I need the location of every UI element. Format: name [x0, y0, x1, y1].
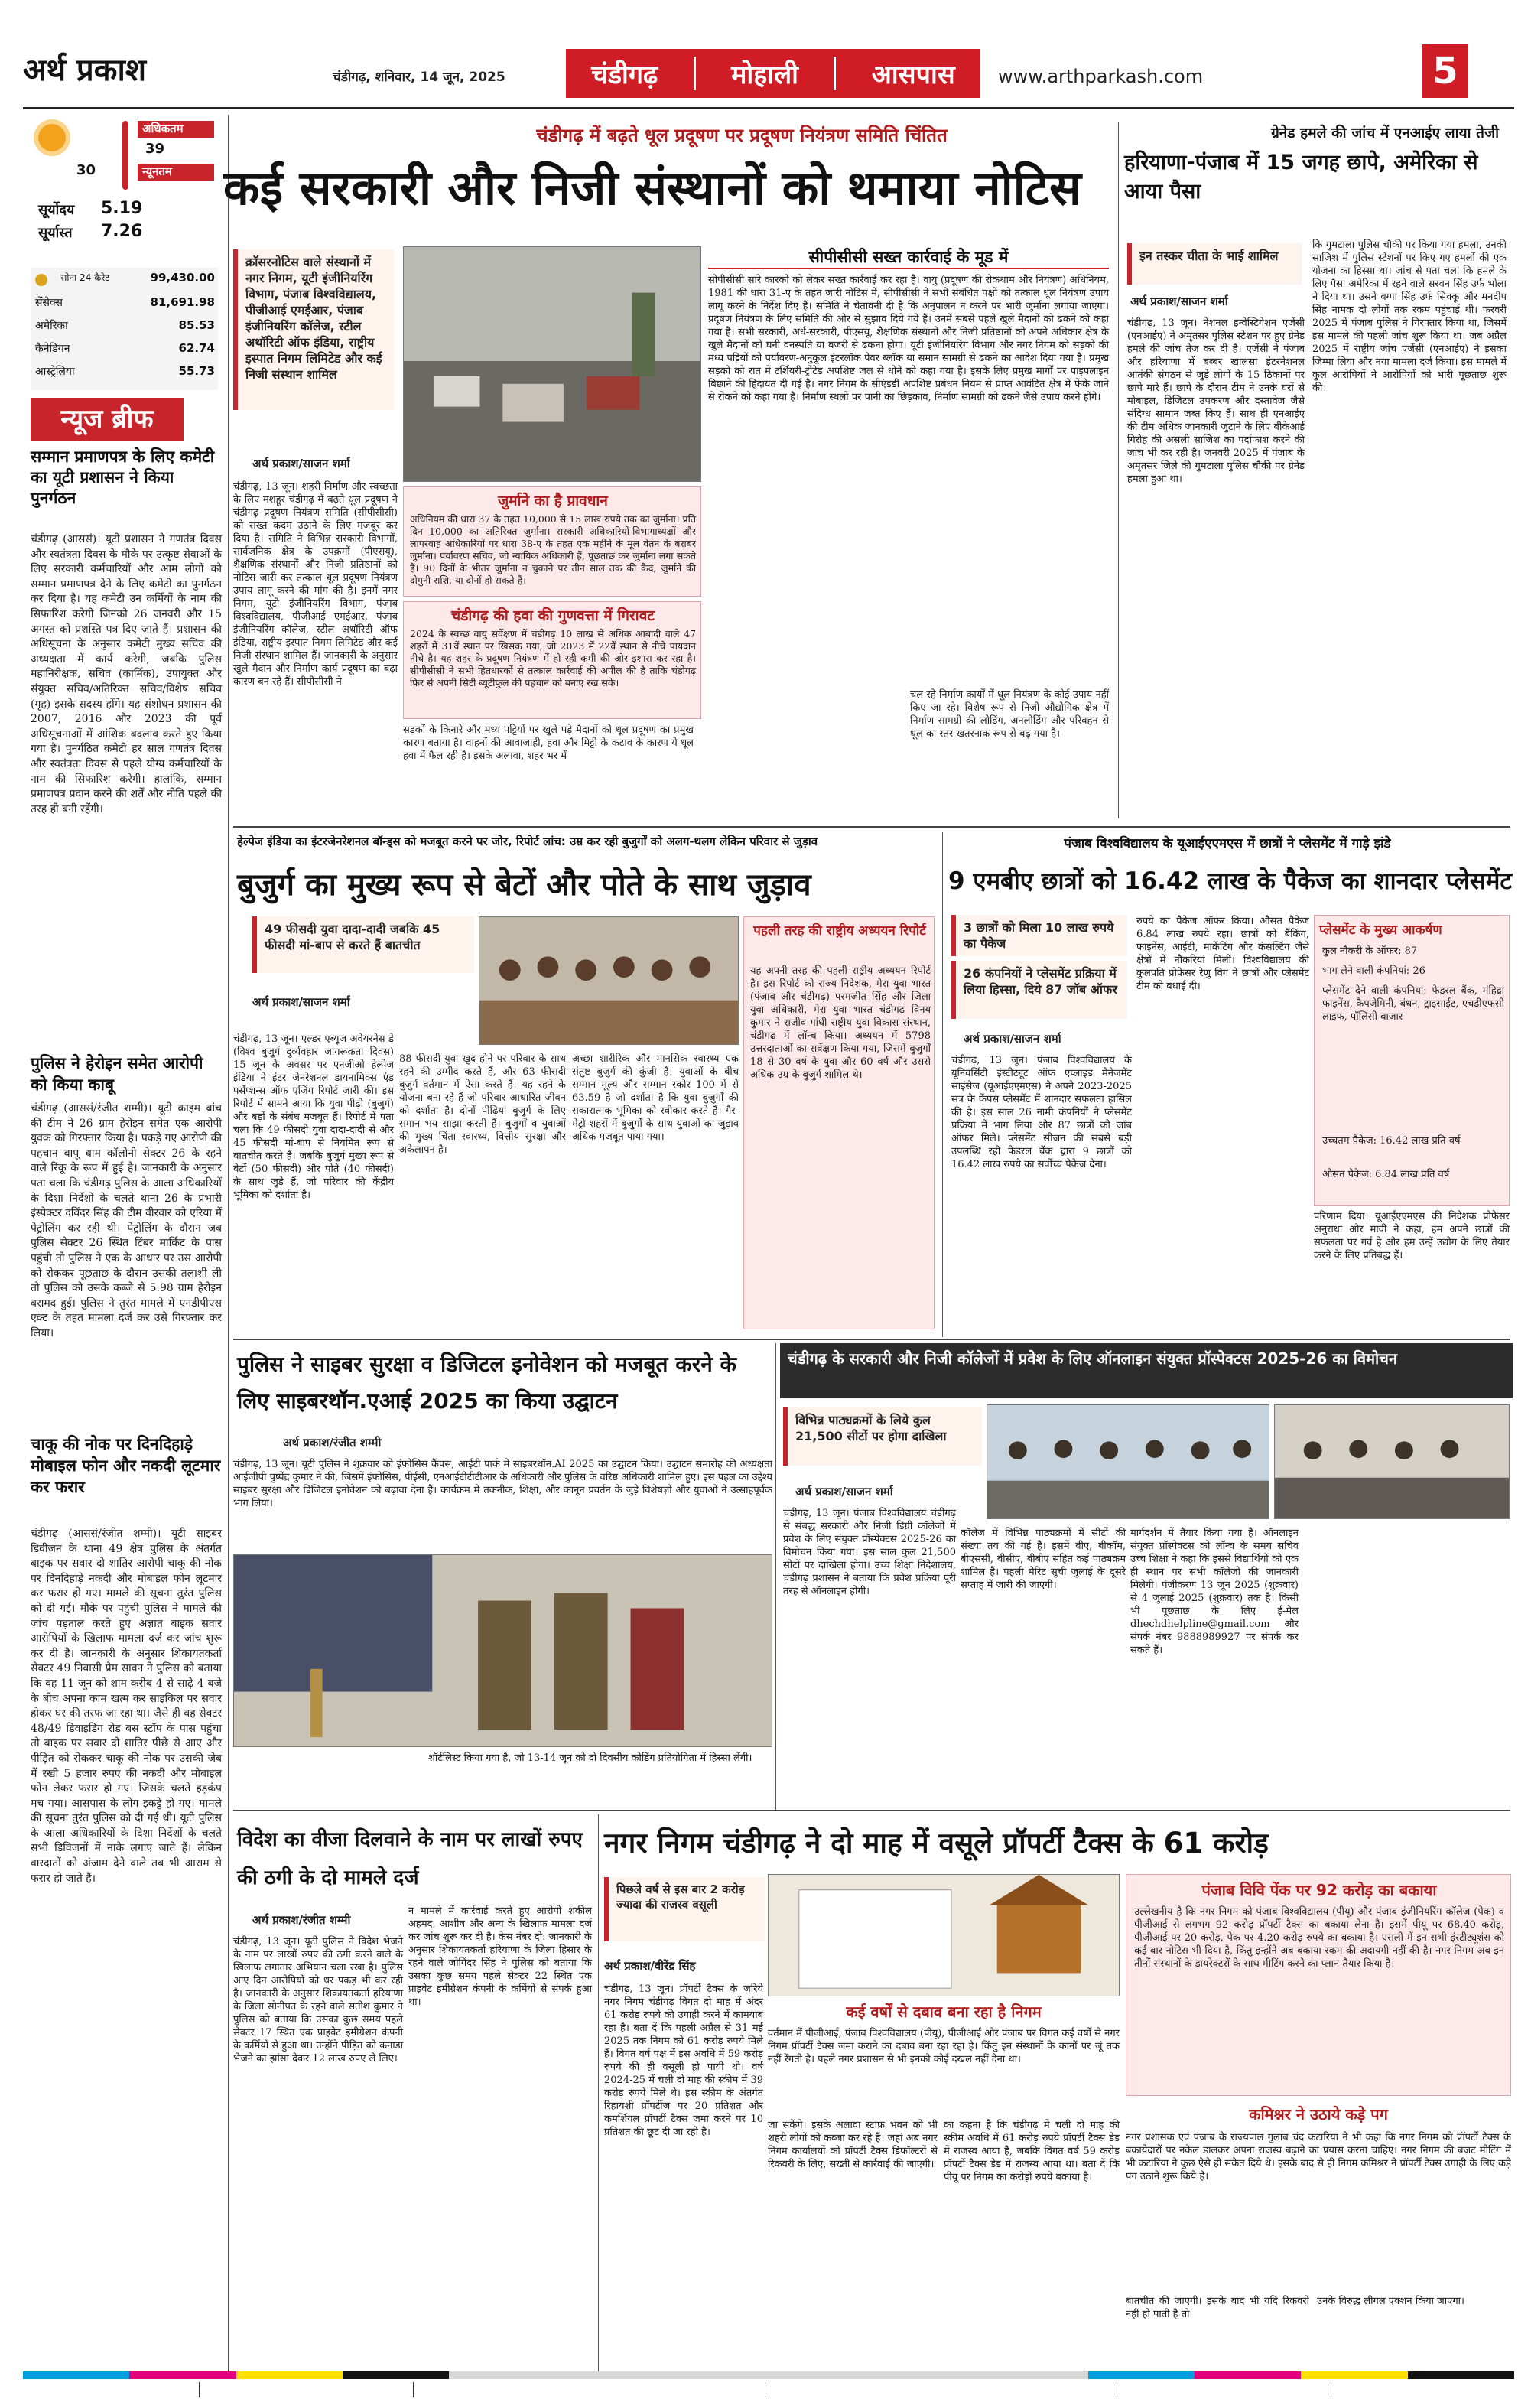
placement-highlight: 26 कंपनियों ने प्लेसमेंट प्रक्रिया में लिया हिस्सा, दिये 87 जॉब ऑफर: [951, 961, 1127, 1019]
color-swatch: [1088, 2371, 1195, 2379]
elderly-body-col2: 88 फीसदी युवा खुद होने पर परिवार के साथ रहने की उम्मीद करते हैं, और 63 फीसदी बुजुर्ग वर्तमान में ऐसा करते हैं। यह रहने के योजना बना रहे हैं जो परिवार आधारित जीवन को दर्शाता है। दोनों पीढ़ियां बुजुर्ग के लिए समान भय साझा करती हैं। बुजुर्गों व युवाओं की मुख्य चिंता स्वास्थ्य, वित्तीय सुरक्षा और अकेलापन है।: [399, 1053, 570, 1156]
market-label: आस्ट्रेलिया: [35, 366, 75, 378]
tax-box-title: कई वर्षों से दबाव बना रहा है निगम: [846, 2003, 1042, 2021]
tax-byline: अर्थ प्रकाश/वीरेंद्र सिंह: [604, 1959, 696, 1973]
brief-headline: पुलिस ने हेरोइन समेत आरोपी को किया काबू: [31, 1054, 203, 1094]
admission-body: चंडीगढ़, 13 जून। पंजाब विश्वविद्यालय चंडीगढ़ से संबद्ध सरकारी और निजी डिग्री कॉलेजों में प्रवेश के लिए संयुक्त प्रॉस्पेक्टस 2025-26 का विमोचन किया गया। इस साल कुल 21,500 सीटों पर दाखिला होगा। उच्च शिक्षा निदेशालय, चंडीगढ़ प्रशासन ने बताया कि प्रवेश प्रक्रिया पूरी तरह से ऑनलाइन होगी।: [783, 1508, 960, 1597]
placement-list-item: भाग लेने वाली कंपनियां: 26: [1322, 965, 1425, 977]
sunrise-label: सूर्योदय: [38, 202, 75, 218]
nia-highlight: इन तस्कर चीता के भाई शामिल: [1127, 243, 1302, 285]
elderly-photo-group: [479, 916, 739, 1045]
lead-headline: कई सरकारी और निजी संस्थानों को थमाया नोटिस: [223, 160, 1081, 216]
color-swatch: [129, 2371, 236, 2379]
tax-highlight: पिछले वर्ष से इस बार 2 करोड़ ज्यादा की राजस्व वसूली: [604, 1877, 765, 1941]
placement-kicker: पंजाब विश्वविद्यालय के यूआईएएमएस में छात्रों ने प्लेसमेंट में गाड़े झंडे: [1064, 836, 1391, 851]
masthead-rule: [23, 107, 1514, 109]
news-brief-label: न्यूज ब्रीफ: [31, 398, 184, 441]
column-rule: [228, 115, 229, 2371]
brief-body: चंडीगढ़ (आससं/रंजीत शम्मी)। यूटी क्राइम ब्रांच की टीम ने 26 ग्राम हेरोइन समेत एक आरोपी युवक को गिरफ्तार किया है। पकड़े गए आरोपी की पहचान बापू धाम कॉलोनी सेक्टर 26 के रहने वाले रिंकू के रूप में हुई है। जानकारी के अनुसार पता चला कि चंडीगढ़ पुलिस के आला अधिकारियों के दिशा निर्देशों के चलते थाना 26 के प्रभारी इंस्पेक्टर दविंदर सिंह की टीम वीरवार को एरिया में पेट्रोलिंग कर रही थी। पेट्रोलिंग के दौरान जब पुलिस सेक्टर 26 स्थित टिंबर मार्किट के पास पहुंची तो पुलिस ने एक के आधार पर उस आरोपी को रोककर पूछताछ के दौरान उसकी तलाशी ली तो पुलिस को उसके कब्जे से 5.98 ग्राम हेरोइन बरामद हुई। पुलिस ने तुरंत मामले में एनडीपीएस एक्ट के तहत मामला दर्ज कर उसे गिरफ्तार कर लिया।: [31, 1102, 226, 1339]
nia-headline: हरियाणा-पंजाब में 15 जगह छापे, अमेरिका से आया पैसा: [1124, 151, 1478, 203]
color-swatch: [1195, 2371, 1301, 2379]
placement-headline: 9 एमबीए छात्रों को 16.42 लाख के पैकेज का शानदार प्लेसमेंट: [948, 867, 1513, 895]
color-swatch: [1301, 2371, 1407, 2379]
sunset-value: 7.26: [101, 222, 143, 241]
elderly-body: चंडीगढ़, 13 जून। एल्डर एब्यूज अवेयरनेस डे (विश्व बुजुर्ग दुर्व्यवहार जागरूकता दिवस) 15 जून के अवसर पर एनजीओ हेल्पेज इंडिया ने इंटर जेनरेशनल डायनामिक्स एंड पर्सेप्शन्स ऑफ एजिंग रिपोर्ट जारी की। इस रिपोर्ट में सामने आया कि युवा पीढ़ी (बुजुर्ग) और बड़ों के संबंध मजबूत हैं। रिपोर्ट में पता चला कि 49 फीसदी युवा दादा-दादी से और 45 फीसदी मां-बाप से नियमित रूप से बातचीत करते हैं। जबकि बुजुर्ग मुख्य रूप से बेटों (50 फीसदी) और पोते (40 फीसदी) के साथ जुड़े हैं, जो परिवार की केंद्रीय भूमिका को दर्शाता है।: [233, 1033, 398, 1201]
color-swatch: [449, 2371, 1088, 2379]
tax-body: चंडीगढ़, 13 जून। प्रॉपर्टी टैक्स के जरिये नगर निगम चंडीगढ़ विगत दो माह में अंदर 61 करोड़ रुपये की उगाही करने में कामयाब रहा है। बता दें कि पहली अप्रैल से 31 मई 2025 तक निगम को 61 करोड़ रुपये मिले हैं। विगत वर्ष पक्ष में इस अवधि में 59 करोड़ रुपये की ही वसूली हो पायी थी। वर्ष 2024-25 में चली दो माह की स्कीम में 39 करोड़ रुपये मिले थे। इस स्कीम के अंतर्गत रिहायशी प्रॉपर्टीज पर 20 प्रतिशत और कमर्शियल प्रॉपर्टी टैक्स जमा करने पर 10 प्रतिशत की छूट दी जा रही है।: [604, 1983, 767, 2138]
hackathon-byline: अर्थ प्रकाश/रंजीत शम्मी: [283, 1436, 382, 1450]
admission-body-col2: कॉलेज में विभिन्न पाठ्यक्रमों में सीटों की संख्या तय की गई है। इसमें बीए, बीकॉम, बीएससी, बीसीए, बीबीए सहित कई पाठ्यक्रम शामिल हैं। पहली मेरिट सूची जुलाई के दूसरे सप्ताह में जारी की जाएगी।: [961, 1528, 1130, 1591]
masthead: [0, 0, 1531, 107]
tax-body-col3: का कहना है कि चंडीगढ़ में चली दो माह की स्कीम अवधि में 61 करोड़ रुपये प्रॉपर्टी टैक्स डेड में राजस्व आया है, जबकि विगत वर्ष 59 करोड़ प्रॉपर्टी टैक्स डेड में राजस्व आया था। बता दें कि पीयू पर निगम का करोड़ों रुपये बकाया है।: [944, 2120, 1123, 2183]
gold-icon: [35, 274, 47, 286]
placement-list-item: कुल नौकरी के ऑफर: 87: [1322, 945, 1418, 957]
color-swatch: [23, 2371, 129, 2379]
hackathon-headline: पुलिस ने साइबर सुरक्षा व डिजिटल इनोवेशन को मजबूत करने के लिए साइबरथॉन.एआई 2025 का किया उद्घाटन: [237, 1352, 737, 1414]
register-mark: [413, 2382, 414, 2397]
section-aaspaas[interactable]: आसपास: [871, 60, 955, 90]
market-value: 81,691.98: [150, 295, 215, 309]
placement-list-item: उच्चतम पैकेज: 16.42 लाख प्रति वर्ष: [1322, 1135, 1461, 1147]
weather-panel: [31, 116, 218, 262]
market-row: [35, 271, 215, 292]
section-rule: [233, 1339, 1510, 1340]
visa-body-col2: न मामले में कार्रवाई करते हुए आरोपी शकील अहमद, आशीष और अन्य के खिलाफ मामला दर्ज कर जांच शुरू कर दी है। केस नंबर दो: जानकारी के अनुसार शिकायतकर्ता हरियाणा के जिला हिसार के रहने वाले जोगिंदर सिंह ने पुलिस को बताया कि उसका कुछ समय पहले सेक्टर 22 स्थित एक प्राइवेट इमीग्रेशन कंपनी के कर्मियों से संपर्क हुआ था।: [408, 1905, 596, 2008]
hackathon-body: चंडीगढ़, 13 जून। यूटी पुलिस ने शुक्रवार को इंफोसिस कैंपस, आईटी पार्क में साइबरथॉन.AI 2025 का उद्घाटन किया। उद्घाटन समारोह की अध्यक्षता आईजीपी पुष्पेंद्र कुमार ने की, जिसमें इंफोसिस, पीईसी, एनआईटीटीटीआर के अधिकारी और पुलिस के वरिष्ठ अधिकारी शामिल हुए। इस पहल का उद्देश्य साइबर सुरक्षा और डिजिटल इनोवेशन को बढ़ावा देना है। कार्यक्रम में तकनीक, शिक्षा, और कानून प्रवर्तन के जुड़े विशेषज्ञों और युवाओं ने उत्साहपूर्वक भाग लिया।: [233, 1459, 776, 1509]
admission-byline: अर्थ प्रकाश/साजन शर्मा: [795, 1485, 893, 1498]
admission-body-col3: मार्गदर्शन में तैयार किया गया है। ऑनलाइन संयुक्त प्रॉस्पेक्टस को लॉन्च के समय सचिव उच्च शिक्षा ने कहा कि इससे विद्यार्थियों को एक ही स्थान पर सभी कॉलेजों की जानकारी मिलेगी। पंजीकरण 13 जून 2025 (शुक्रवार) से 4 जुलाई 2025 (शुक्रवार) तक है। किसी भी पूछताछ के लिए ई-मेल dhechdhelpline@gmail.com और संपर्क नंबर 9888989927 पर संपर्क कर सकते हैं।: [1130, 1528, 1302, 1656]
placement-list-box: [1314, 915, 1510, 1206]
thermometer-icon: [122, 121, 128, 190]
elderly-byline: अर्थ प्रकाश/साजन शर्मा: [252, 995, 350, 1009]
nia-body-col2: कि गुमटाला पुलिस चौकी पर किया गया हमला, उनकी साजिश में पुलिस स्टेशनों पर किए गए हमलों की एक योजना का हिस्सा था। जांच से पता चला कि हमले के लिए पैसा अमेरिका में रहने वाले सरवन सिंह उर्फ भोला ने दिया था। उसने बग्गा सिंह उर्फ सिक्कू और मनदीप सिंह नामक दो लोगों तक रकम पहुंचाई थी। फरवरी 2025 में पंजाब पुलिस ने गिरफ्तार किया था, जिसमें इस मामले की पहली जांच शुरू किया था। जब अप्रैल 2025 में राष्ट्रीय जांच एजेंसी (एनआईए) ने इसका जिम्मा लिया और नया मामला दर्ज किया। इस मामले में कुल आरोपियों ने आरोपियों को भारी पूछताछ शुरू की।: [1312, 239, 1510, 394]
fine-box-title: जुर्माने का है प्रावधान: [498, 493, 608, 509]
sunrise-value: 5.19: [101, 199, 143, 218]
nia-kicker: ग्रेनेड हमले की जांच में एनआईए लाया तेजी: [1271, 125, 1499, 142]
section-divider: [694, 57, 696, 90]
placement-body-col3: परिणाम दिया। यूआईएएमएस की निदेशक प्रोफेसर अनुराधा ओर मावी ने कहा, हम अपने छात्रों की सफलता पर गर्व है और हम उन्हें उद्योग के लिए तैयार करने के लिए प्रतिबद्ध हैं।: [1314, 1211, 1513, 1261]
color-swatch: [236, 2371, 343, 2379]
visa-byline: अर्थ प्रकाश/रंजीत शम्मी: [252, 1913, 351, 1927]
air-box-title: चंडीगढ़ की हवा की गुणवत्ता में गिरावट: [451, 607, 655, 624]
placement-body: चंडीगढ़, 13 जून। पंजाब विश्वविद्यालय के यूनिवर्सिटी इंस्टीट्यूट ऑफ एप्लाइड मैनेजमेंट साइंसेज (यूआईएएमएस) ने अपने 2023-2025 सत्र के कैंपस प्लेसमेंट में शानदार सफलता हासिल की है। इस साल 26 नामी कंपनियों ने प्लेसमेंट प्रक्रिया में भाग लिया और 87 छात्रों को जॉब ऑफर मिले। प्लेसमेंट सीजन की सबसे बड़ी उपलब्धि रही फेडरल बैंक द्वारा 9 छात्रों को 16.42 लाख रुपये का सर्वोच्च पैकेज देना।: [951, 1055, 1136, 1170]
section-mohali[interactable]: मोहाली: [731, 60, 798, 90]
commissioner-col-a: बातचीत की जाएगी। इसके बाद भी यदि रिकवरी नहीं हो पाती है तो: [1126, 2296, 1313, 2320]
brief-body: चंडीगढ़ (आससं)। यूटी प्रशासन ने गणतंत्र दिवस और स्वतंत्रता दिवस के मौके पर उत्कृष्ट सेवाओं के लिए सरकारी कर्मचारियों और आम लोगों को सम्मान प्रमाणपत्र देने के लिए कमेटी का पुनर्गठन कर दिया है। यह कमेटी उन कर्मियों के नाम की सिफारिश करेगी जिनको 26 जनवरी और 15 अगस्त को प्रशस्ति पत्र दिए जाते हैं। प्रशासन की अधिसूचना के अनुसार कमेटी मुख्य सचिव की अध्यक्षता में कार्य करेगी, जबकि पुलिस महानिरीक्षक, सचिव (कार्मिक), उपायुक्त और संयुक्त सचिव/अतिरिक्त सचिव/विशेष सचिव (गृह) इसके सदस्य होंगे। यह संशोधन प्रशासन की 2007, 2016 और 2023 की पूर्व अधिसूचनाओं में आंशिक बदलाव करते हुए किया गया है। पुनर्गठित कमेटी हर साल गणतंत्र दिवस और स्वतंत्रता दिवस से पहले योग्य कर्मचारियों के नाम की सिफारिश करेगी। हालांकि, सम्मान प्रमाणपत्र प्रदान करने की शर्तें और नीति पहले की तरह ही बनी रहेंगी।: [31, 533, 226, 815]
group-photo-icon: [479, 917, 738, 1044]
register-mark: [765, 2382, 766, 2397]
pu-tax-body: उल्लेखनीय है कि नगर निगम को पंजाब विश्वविद्यालय (पीयू) और पंजाब इंजीनियरिंग कॉलेज (पेक) व पीजीआई से लगभग 92 करोड़ प्रॉपर्टी टैक्स का बकाया लेना है। इसमें पीयू पर 68.40 करोड़, पीजीआई पर 20 करोड़, पेक पर 4.20 करोड़ रुपये का बकाया है। एसली में इन सभी इंस्टीट्यूशंस को कई बार नोटिस भी दिया है, किंतु इन्होंने अब बकाया रकम की अदायगी नहीं की है। नगर निगम अब इन तीनों संस्थानों के डायरेक्टरों के साथ मीटिंग करने का प्लान तैयार किया है।: [1134, 1906, 1508, 1970]
brief-headline: सम्मान प्रमाणपत्र के लिए कमेटी का यूटी प्रशासन ने किया पुनर्गठन: [31, 447, 215, 507]
elderly-box-body: यह अपनी तरह की पहली राष्ट्रीय अध्ययन रिपोर्ट है। इस रिपोर्ट को राज्य निदेशक, मेरा युवा भारत (पंजाब और चंडीगढ़) परमजीत सिंह और जिला युवा अधिकारी, मेरा युवा भारत चंडीगढ़ विनय कुमार ने राजीव गांधी राष्ट्रीय युवा विकास संस्थान, चंडीगढ़ में लॉन्च किया। अध्ययन में 5798 उत्तरदाताओं का सर्वेक्षण किया गया, जिसमें बुजुर्गों 18 से 30 वर्ष के युवा और 60 वर्ष और उससे अधिक उम्र के बुजुर्ग शामिल थे।: [750, 965, 935, 1081]
tax-headline: नगर निगम चंडीगढ़ ने दो माह में वसूले प्रॉपर्टी टैक्स के 61 करोड़: [604, 1827, 1269, 1860]
fine-box-body: अधिनियम की धारा 37 के तहत 10,000 से 15 लाख रुपये तक का जुर्माना। प्रति दिन 10,000 का अतिरिक्त जुर्माना। सरकारी अधिकारियों-विभागाध्यक्षों और लापरवाह अधिकारियों पर धारा 38-ए के तहत एक महीने के मूल वेतन के बराबर जुर्माना। पर्यावरण सचिव, जो न्यायिक अधिकारी हैं, पूछताछ कर जुर्माना लगा सकते हैं। 90 दिनों के भीतर जुर्माना न चुकाने पर तीन साल तक की कैद, जुर्माने की दोगुनी राशि, या दोनों हो सकते हैं।: [410, 513, 699, 586]
color-swatch: [1408, 2371, 1514, 2379]
admission-photo: [987, 1404, 1269, 1519]
masthead-logo: अर्थ प्रकाश: [23, 52, 147, 88]
weather-max-label: अधिकतम: [138, 121, 214, 138]
sunset-label: सूर्यास्त: [38, 225, 73, 241]
column-rule: [1118, 122, 1119, 818]
section-divider: [834, 57, 836, 90]
elderly-kicker: हेल्पेज इंडिया का इंटरजेनरेशनल बॉन्ड्स को मजबूत करने पर जोर, रिपोर्ट लांच: उम्र कर रही बुजुर्गों को अलग-थलग लेकिन परिवार से जुड़ाव: [237, 835, 818, 848]
lead-body: चंडीगढ़, 13 जून। शहरी निर्माण और स्वच्छता के लिए मशहूर चंडीगढ़ में बढ़ते धूल प्रदूषण ने चंडीगढ़ प्रदूषण नियंत्रण समिति (सीपीसीसी) को सख्त कदम उठाने के लिए मजबूर कर दिया है। समिति ने विभिन्न सरकारी विभागों, सार्वजनिक क्षेत्र के उपक्रमों (पीएसयू), शैक्षणिक संस्थानों और निजी प्रतिष्ठानों को नोटिस जारी कर तत्काल धूल प्रदूषण नियंत्रण उपाय लागू करने की मांग की है। इनमें नगर निगम, यूटी इंजीनियरिंग विभाग, पंजाब विश्वविद्यालय, पीजीआई एमईआर, पंजाब इंजीनियरिंग कॉलेज, स्टील अथॉरिटी ऑफ इंडिया, राष्ट्रीय इस्पात निगम लिमिटेड और कई निजी संस्थान शामिल हैं। जानकारी के अनुसार खुले मैदान और निर्माण कार्य प्रदूषण का बढ़ा कारण बन रहे हैं। सीपीसीसी ने: [233, 481, 401, 688]
market-value: 55.73: [178, 364, 215, 378]
weather-min-value: 30: [76, 162, 96, 178]
visa-body: चंडीगढ़, 13 जून। यूटी पुलिस ने विदेश भेजने के नाम पर लाखों रुपए की ठगी करने वाले के खिलाफ लगातार अभियान चला रखा है। पुलिस आए दिन आरोपियों को धर पकड़ भी कर रही है। जानकारी के अनुसार शिकायतकर्ता हरियाणा के जिला सोनीपत के रहने वाले सतीश कुमार ने पुलिस को बताया कि उसका कुछ समय पहले सेक्टर 17 स्थित एक प्राइवेट इमीग्रेशन कंपनी के कर्मियों से हुआ था। उन्होंने पीड़ित को कनाडा भेजने का झांसा देकर 12 लाख रुपए ले लिए।: [233, 1936, 407, 2065]
market-row: [35, 341, 215, 363]
lamp-lighting-photo-icon: [234, 1555, 772, 1746]
placement-highlight: 3 छात्रों को मिला 10 लाख रुपये का पैकेज: [951, 915, 1127, 956]
market-label: सेंसेक्स: [35, 297, 63, 309]
hackathon-photo: [233, 1554, 772, 1747]
placement-list-item: प्लेसमेंट देने वाली कंपनियां: फेडरल बैंक, मंहिद्रा फाइनेंस, कैपजेमिनी, बंधन, ट्राइसाईट, एचडीएफसी लाइफ, पॉलिसी बाजार: [1322, 985, 1508, 1023]
elderly-info-box: [743, 916, 935, 1329]
nia-byline: अर्थ प्रकाश/साजन शर्मा: [1130, 294, 1228, 308]
section-rule: [233, 1810, 1510, 1811]
dateline: चंडीगढ़, शनिवार, 14 जून, 2025: [333, 70, 505, 85]
placement-list-title: प्लेसमेंट के मुख्य आकर्षण: [1319, 923, 1442, 938]
brief-headline: चाकू की नोक पर दिनदिहाड़े मोबाइल फोन और नकदी लूटमार कर फरार: [31, 1435, 221, 1496]
lead-body-col3: सड़कों के किनारे और मध्य पट्टियों पर खुले पड़े मैदानों को धूल प्रदूषण का प्रमुख कारण बताया है। वाहनों की आवाजाही, हवा और मिट्टी के कटाव के कारण ये धूल हवा में फैल रही है। इसके अलावा, शहर भर में: [403, 724, 697, 762]
commissioner-col-b: उनके विरुद्ध लीगल एक्शन किया जाएगा।: [1317, 2296, 1464, 2307]
pu-tax-box: [1126, 1874, 1511, 2096]
pu-tax-title: पंजाब विवि पेंक पर 92 करोड़ का बकाया: [1201, 1881, 1437, 1899]
placement-body-col2: रुपये का पैकेज ऑफर किया। औसत पैकेज 6.84 लाख रुपये रहा। छात्रों को बैंकिंग, फाइनेंस, आईटी, मार्केटिंग और कंसल्टिंग जैसे क्षेत्रों में नौकरियां मिलीं। विश्वविद्यालय की कुलपति प्रोफेसर रेणु विग ने छात्रों और प्लेसमेंट टीम को बधाई दी।: [1136, 916, 1313, 992]
lead-kicker: चंडीगढ़ में बढ़ते धूल प्रदूषण पर प्रदूषण नियंत्रण समिति चिंतित: [536, 125, 948, 146]
commissioner-body: नगर प्रशासक एवं पंजाब के राज्यपाल गुलाब चंद कटारिया ने भी कहा कि नगर निगम को प्रॉपर्टी टैक्स के बकायेदारों पर नकेल डालकर अपना राजस्व बढ़ाने का प्रयास करना चाहिए। नगर निगम की बजट मीटिंग में भी कटारिया ने कुछ ऐसे ही संकेत दिये थे। इसके बाद से ही निगम कमिश्नर ने प्रॉपर्टी टैक्स उगाही के लिए कड़े पग उठाने शुरू किये हैं।: [1126, 2132, 1515, 2182]
page-number: 5: [1422, 44, 1468, 98]
lead-highlight: क्रॉसरनोटिस वाले संस्थानों में नगर निगम, यूटी इंजीनियरिंग विभाग, पंजाब विश्वविद्यालय, पीजीआई एमईआर, पंजाब इंजीनियरिंग कॉलेज, स्टील अथॉरिटी ऑफ इंडिया, राष्ट्रीय इस्पात निगम लिमिटेड और कई निजी संस्थान शामिल: [233, 249, 394, 410]
visa-headline: विदेश का वीजा दिलवाने के नाम पर लाखों रुपए की ठगी के दो मामले दर्ज: [237, 1828, 583, 1889]
market-value: 62.74: [178, 341, 215, 355]
tax-photo: [768, 1874, 1120, 1996]
market-value: 85.53: [178, 318, 215, 332]
section-banner: [566, 49, 980, 98]
column-rule: [942, 832, 943, 1337]
placement-list-item: औसत पैकेज: 6.84 लाख प्रति वर्ष: [1322, 1169, 1450, 1180]
tax-form-photo-icon: [769, 1875, 1119, 1996]
fine-box: [403, 486, 701, 597]
admission-headline-bar: [780, 1343, 1513, 1398]
admission-highlight: विभिन्न पाठ्यक्रमों के लिये कुल 21,500 सीटों पर होगा दाखिला: [783, 1407, 982, 1466]
lead-byline: अर्थ प्रकाश/साजन शर्मा: [252, 457, 350, 470]
market-value: 99,430.00: [150, 271, 215, 285]
air-box-body: 2024 के स्वच्छ वायु सर्वेक्षण में चंडीगढ़ 10 लाख से अधिक आबादी वाले 47 शहरों में 31वें स्थान पर खिसक गया, जो 2023 में 22वें स्थान से नीचे पायदान नीचे है। यह शहर के प्रदूषण नियंत्रण में हो रही कमी की ओर इशारा कर रहा है। सीपीसीसी ने सभी हितधारकों से तत्काल कार्रवाई की अपील की है ताकि चंडीगढ़ फिर से अपनी सिटी ब्यूटीफुल की पहचान को बनाए रख सके।: [410, 628, 699, 688]
elderly-body-col3: अच्छा शारीरिक और मानसिक स्वास्थ्य एक संतुष्ट बुजुर्ग की कुंजी है। युवाओं के बीच सम्मान मूल्य और सम्मान स्कोर 100 में से 63.59 है जो दर्शाता है कि युवा बुजुर्गों की सकारात्मक भूमिका को स्वीकार करते हैं। गैर-मेट्रो शहरों में बुजुर्गों के साथ युवाओं का जुड़ाव अधिक मजबूत पाया गया।: [572, 1053, 743, 1143]
website-link[interactable]: www.arthparkash.com: [998, 66, 1204, 87]
air-box: [403, 601, 701, 719]
commissioner-title: कमिश्नर ने उठाये कड़े पग: [1249, 2105, 1388, 2123]
sun-icon: [38, 124, 66, 151]
market-label: सोना 24 कैरेट: [60, 272, 110, 283]
register-mark: [199, 2382, 200, 2397]
lead-photo-traffic: [403, 246, 701, 482]
market-row: [35, 364, 215, 386]
admission-photo-2: [1274, 1404, 1510, 1519]
market-row: [35, 318, 215, 340]
weather-min-label: न्यूनतम: [138, 164, 214, 181]
elderly-headline: बुजुर्ग का मुख्य रूप से बेटों और पोते के साथ जुड़ाव: [237, 867, 811, 903]
market-panel: [31, 268, 218, 390]
tax-box-body: वर्तमान में पीजीआई, पंजाब विश्वविद्यालय (पीयू), पीजीआई और पंजाब पर विगत कई वर्षों से नगर निगम प्रॉपर्टी टैक्स जमा कराने का दबाव बना रहा रहा है। किंतु इन संस्थानों के कानों पर जूं तक नहीं रेंगती है। पहले नगर प्रशासन से भी इनको कोई दखल नहीं देना था।: [768, 2028, 1123, 2065]
tax-body-col2: जा सकेंगे। इसके अलावा स्टाफ़ भवन को भी शहरी लोगों को कब्जा कर रहे हैं। जहां अब नगर निगम कार्यालयों को प्रॉपर्टी टैक्स डिफॉल्टरों से रिकवरी के लिए, सख्ती से कार्रवाई की जाएगी।: [768, 2120, 941, 2170]
lead-side-title: सीपीसीसी सख्त कार्रवाई के मूड में: [708, 246, 1109, 269]
section-chandigarh[interactable]: चंडीगढ़: [591, 60, 658, 90]
elderly-highlight: 49 फीसदी युवा दादा-दादी जबकि 45 फीसदी मां-बाप से करते हैं बातचीत: [252, 916, 474, 973]
placement-byline: अर्थ प्रकाश/साजन शर्मा: [964, 1032, 1061, 1046]
market-row: [35, 295, 215, 317]
footer-color-bar: [23, 2371, 1514, 2379]
section-rule: [233, 826, 1510, 828]
traffic-photo-icon: [404, 247, 700, 481]
admission-headline: चंडीगढ़ के सरकारी और निजी कॉलेजों में प्रवेश के लिए ऑनलाइन संयुक्त प्रॉस्पेक्टस 2025-26 का विमोचन: [788, 1349, 1398, 1368]
hackathon-caption: शॉर्टलिस्ट किया गया है, जो 13-14 जून को दो दिवसीय कोडिंग प्रतियोगिता में हिस्सा लेंगी।: [428, 1752, 752, 1764]
market-label: कैनेडियन: [35, 343, 70, 355]
color-swatch: [343, 2371, 449, 2379]
column-rule: [598, 1814, 599, 2373]
column-rule: [775, 1343, 776, 1810]
lead-body-col4: चल रहे निर्माण कार्यों में धूल नियंत्रण के कोई उपाय नहीं किए जा रहे। विशेष रूप से निजी औद्योगिक क्षेत्र में निर्माण सामग्री की लोडिंग, अनलोडिंग और परिवहन से धूल का स्तर खतरनाक रूप से बढ़ गया है।: [910, 689, 1113, 740]
elderly-box-title: पहली तरह की राष्ट्रीय अध्ययन रिपोर्ट: [753, 923, 926, 939]
lead-side-body: सीपीसीसी सारे कारकों को लेकर सख्त कार्रवाई कर रहा है। वायु (प्रदूषण की रोकथाम और नियंत्रण) अधिनियम, 1981 की धारा 31-ए के तहत जारी नोटिस में, सीपीसीसी ने सभी संबंधित पक्षों को तत्काल धूल नियंत्रण उपाय लागू करने के निर्देश दिए हैं। समिति ने चेतावनी दी है कि अनुपालन न करने पर भारी जुर्माना लगाया जाएगा। प्रदूषण नियंत्रण के लिए समिति की ओर से सुझाव दिये गये हैं। उनमें सबसे पहले खुले मैदानों को ढकने को कहा गया है। सभी सरकारी, अर्ध-सरकारी, पीएसयू, शैक्षणिक संस्थानों और निजी प्रतिष्ठानों को अपने अधिकार क्षेत्र के खुले मैदानों को घनी वनस्पति या बजरी से ढकना होगा। यूटी इंजीनियरिंग विभाग और नगर निगम को सड़कों की मध्य पट्टियों को पर्यावरण-अनुकूल इंटरलॉक पेवर ब्लॉक या समान सामग्री से ढकने का आदेश दिया गया है। प्रमुख सड़कों को रात में टर्शियरी-ट्रीटेड अपशिष्ट जल से धोने को कहा गया है। इसके लिए प्रमुख मार्गों पर पाइपलाइन बिछाने की हिदायत दी गई है। नगर निगम के सीएंडडी अपशिष्ट प्रबंधन नियम से प्राप्त आवंटित क्षेत्र में फेंके जाने से रोकने को कहा गया है। निर्माण स्थलों पर पानी का छिड़काव, निर्माण सामग्री को ढकने जैसे उपाय करने होंगे।: [708, 275, 1113, 403]
prospectus-launch-photo-icon: [987, 1405, 1269, 1518]
market-label: अमेरिका: [35, 320, 68, 332]
brief-body: चंडीगढ़ (आससं/रंजीत शम्मी)। यूटी साइबर डिवीजन के थाना 49 क्षेत्र पुलिस के अंतर्गत बाइक पर सवार दो शातिर आरोपी चाकू की नोक पर दिनदिहाड़े नकदी और मोबाइल फोन लूटमार कर फरार हो गए। मामले की सूचना तुरंत पुलिस को दी गई। मौके पर पहुंची पुलिस ने मामले की जांच पड़ताल करते हुए अज्ञात बाइक सवार आरोपियों के खिलाफ मामला दर्ज कर जांच शुरू कर दी है। जानकारी के अनुसार शिकायतकर्ता सेक्टर 49 निवासी प्रेम सावन ने पुलिस को बताया कि वह 11 जून को शाम करीब 4 से साढ़े 4 बजे के बीच अपना काम खत्म कर साइकिल पर सवार होकर घर की तरफ जा रहा था। जैसे ही वह सेक्टर 48/49 डिवाइडिंग रोड बस स्टॉप के पास पहुंचा तो बाइक पर सवार दो शातिर पीछे से आए और पीड़ित को रोककर चाकू की नोक पर उसकी जेब में रखी 5 हजार रुपए की नकदी और मोबाइल फोन लेकर फरार हो गए। जिसके चलते हड़कंप मच गया। आसपास के लोग इकट्ठे हो गए। मामले की सूचना तुरंत पुलिस को दी गई थी। यूटी पुलिस के आला अधिकारियों के दिशा निर्देशों के चलते सभी डिविजनों में नाके लगाए जाते हैं। लेकिन वारदातों को अंजाम देने वाले तब भी आराम से फरार हो जाते हैं।: [31, 1528, 226, 1885]
dignitaries-photo-icon: [1275, 1405, 1509, 1518]
weather-max-value: 39: [145, 141, 165, 157]
nia-body: चंडीगढ़, 13 जून। नेशनल इन्वेस्टिगेशन एजेंसी (एनआईए) ने अमृतसर पुलिस स्टेशन पर हुए ग्रेनेड हमले की जांच तेज कर दी है। एजेंसी ने पंजाब और हरियाणा में बब्बर खालसा इंटरनेशनल आतंकी संगठन से जुड़े लोगों के 15 ठिकानों पर छापे मारे हैं। छापे के दौरान टीम ने उनके घरों से मोबाइल, डिजिटल उपकरण और दस्तावेज जैसे संदिग्ध सामान जब्त किए हैं। साथ ही एनआईए की टीम अधिक जानकारी जुटाने के लिए बीकेआई गिरोह की असली साजिश का पर्दाफाश करने की जांच भी कर रही है। जनवरी 2025 में पंजाब के अमृतसर जिले की गुमटाला पुलिस चौकी पर ग्रेनेड हमला हुआ था।: [1127, 317, 1308, 485]
